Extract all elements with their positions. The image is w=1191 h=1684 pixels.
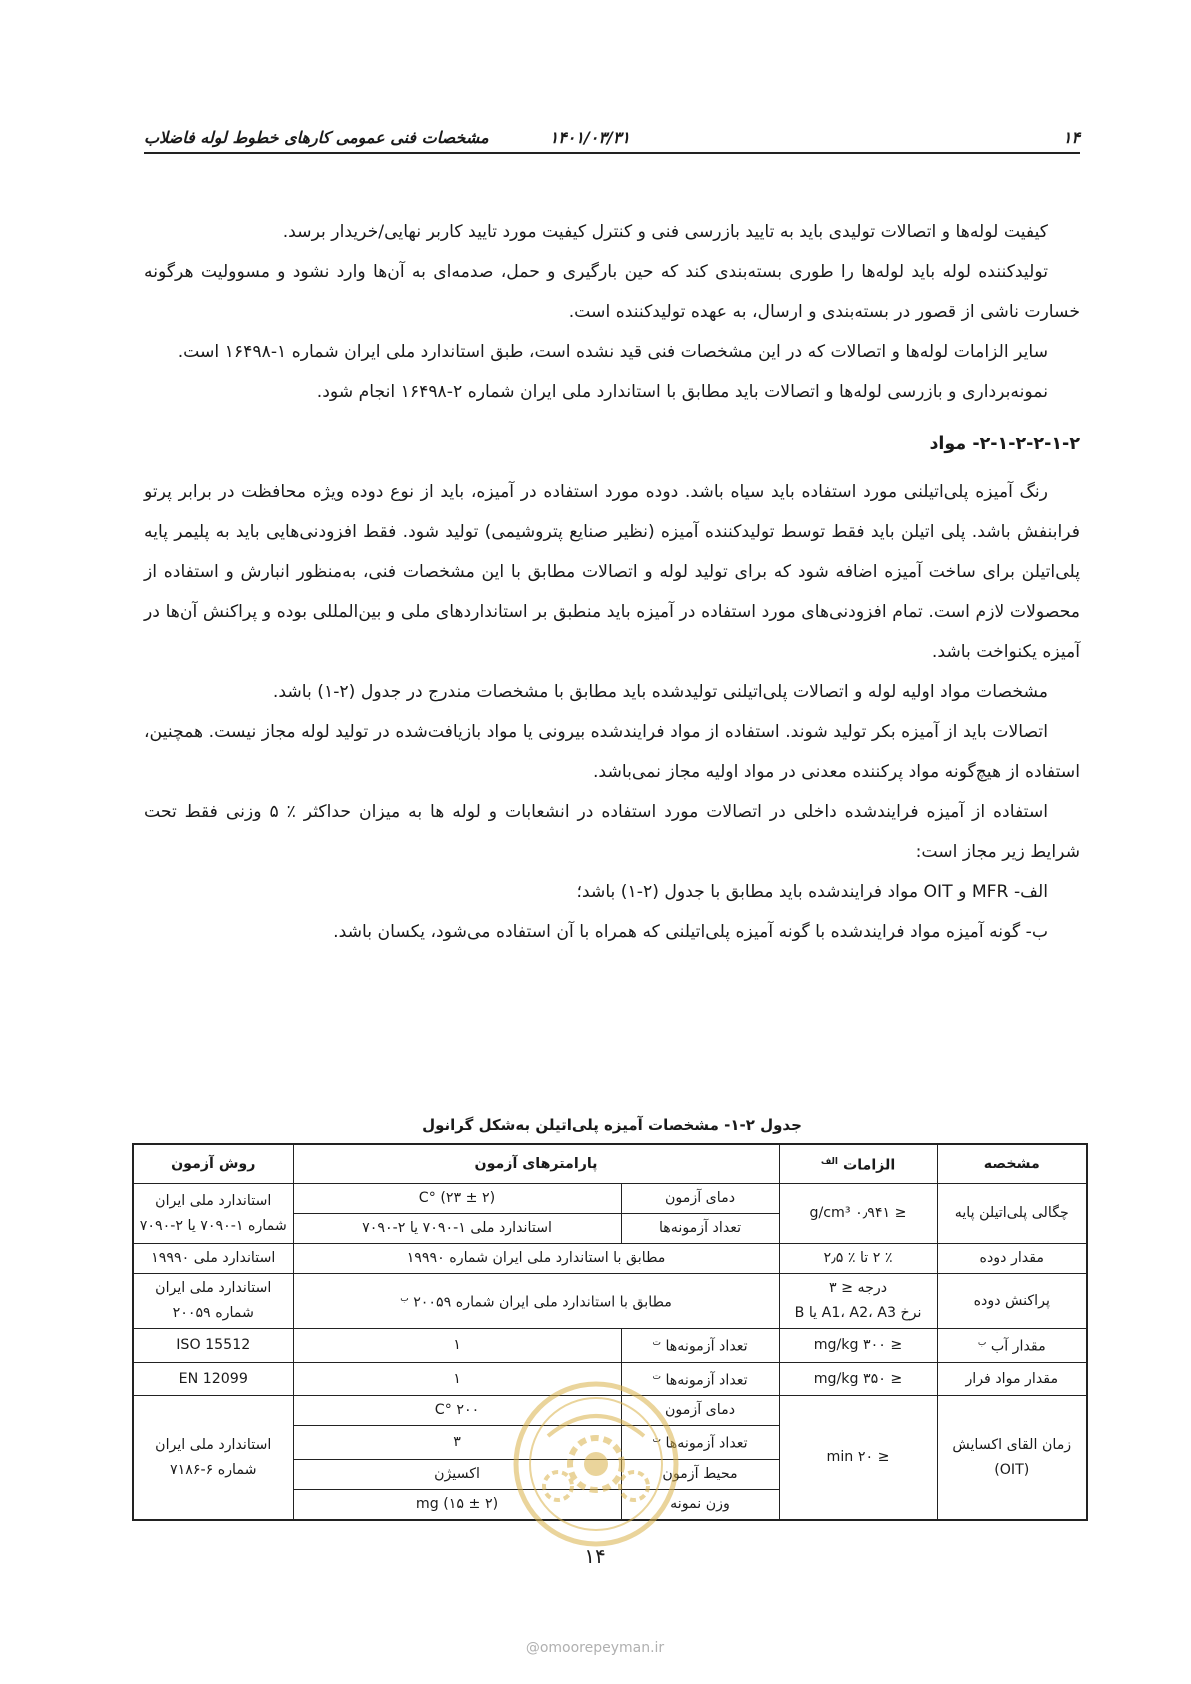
- cell-requirement: ≤ ۳۵۰ mg/kg: [779, 1362, 937, 1396]
- paragraph: مشخصات مواد اولیه لوله و اتصالات پلی‌اتیلنی تولیدشده باید مطابق با مشخصات مندرج در جدول (۲-۱) باشد.: [272, 682, 1048, 702]
- header-requirement: [779, 1144, 937, 1184]
- header-requirement-label: الزامات: [842, 1157, 896, 1174]
- cell-property: زمان القای اکسایش (OIT): [937, 1396, 1087, 1520]
- header-method: روش آزمون: [133, 1144, 293, 1184]
- cell-param-name: دمای آزمون: [621, 1396, 779, 1426]
- cell-param-name: [621, 1329, 779, 1363]
- page-header: [144, 122, 1080, 152]
- list-item: الف- MFR و OIT مواد فرایندشده باید مطابق با جدول (۲-۱) باشد؛: [576, 882, 1048, 902]
- cell-property: مقدار مواد فرار: [937, 1362, 1087, 1396]
- footnote-marker: ت: [652, 1435, 661, 1446]
- cell-method: EN 12099: [133, 1362, 293, 1396]
- footnote-marker: ت: [652, 1338, 661, 1348]
- table-row: [133, 1274, 1087, 1329]
- cell-param: مطابق با استاندارد ملی ایران شماره ۱۹۹۹۰: [293, 1244, 779, 1274]
- header-property: مشخصه: [937, 1144, 1087, 1184]
- cell-param-value: ۱: [293, 1362, 621, 1396]
- cell-property: چگالی پلی‌اتیلن پایه: [937, 1184, 1087, 1244]
- footer-watermark: @omoorepeyman.ir: [525, 1640, 665, 1656]
- cell-requirement: ≤ ۳۰۰ mg/kg: [779, 1329, 937, 1363]
- footnote-marker: ب: [400, 1293, 409, 1304]
- paragraph: کیفیت لوله‌ها و اتصالات تولیدی باید به تایید بازرسی فنی و کنترل کیفیت مورد تایید کاربر نهایی/خریدار برسد.: [282, 222, 1048, 242]
- table-row: [133, 1244, 1087, 1274]
- param-text: مطابق با استاندارد ملی ایران شماره ۲۰۰۵۹: [413, 1294, 672, 1311]
- cell-param-value: ۲۰۰ °C: [293, 1396, 621, 1426]
- header-page-number: ۱۴: [1062, 128, 1080, 147]
- param-name-text: تعداد آزمونه‌ها: [665, 1436, 748, 1453]
- footnote-marker: ب: [977, 1338, 987, 1348]
- cell-property: پراکنش دوده: [937, 1274, 1087, 1329]
- requirement-line: نرخ A1، A2، A3 یا B: [794, 1305, 922, 1321]
- seal-logo-icon: [508, 1376, 684, 1552]
- cell-param-name: دمای آزمون: [621, 1184, 779, 1214]
- header-parameters: پارامترهای آزمون: [293, 1144, 779, 1184]
- cell-method: ISO 15512: [133, 1329, 293, 1363]
- table-header-row: [133, 1144, 1087, 1184]
- paragraph: سایر الزامات لوله‌ها و اتصالات که در این مشخصات فنی قید نشده است، طبق استاندارد ملی ایران شماره ۱-۱۶۴۹۸ است.: [177, 342, 1048, 362]
- paragraph: تولیدکننده لوله باید لوله‌ها را طوری بسته‌بندی کند که حین بارگیری و حمل، صدمه‌ای به آن‌ها وارد نشود و مسوولیت هرگونه خسارت ناشی از قصور در بسته‌بندی و ارسال، به عهده تولیدکننده است.: [144, 262, 1080, 322]
- paragraph: رنگ آمیزه پلی‌اتیلنی مورد استفاده باید سیاه باشد. دوده مورد استفاده در آمیزه، باید از نوع دوده ویژه محافظت در برابر پرتو فرابنفش باشد. پلی اتیلن باید فقط توسط تولیدکننده آمیزه (نظیر صنایع پتروشیمی) تولید شود. فقط افزودنی‌هایی باید به پلیمر پایه پلی‌اتیلن برای ساخت آمیزه اضافه شود که برای تولید لوله و اتصالات مطابق با این مشخصات فنی، به‌منظور انبارش و استفاده از محصولات لازم است. تمام افزودنی‌های مورد استفاده در آمیزه باید منطبق بر استانداردهای ملی و بین‌المللی بوده و پراکنش آن‌ها در آمیزه یکنواخت باشد.: [144, 482, 1080, 662]
- table-row: [133, 1329, 1087, 1363]
- header-date: ۱۴۰۱/۰۳/۳۱: [549, 128, 630, 147]
- cell-requirement: ≤ ۲۰ min: [779, 1396, 937, 1520]
- header-divider: [144, 152, 1080, 154]
- cell-requirement: [779, 1274, 937, 1329]
- param-name-text: تعداد آزمونه‌ها: [665, 1372, 748, 1389]
- cell-param: [293, 1274, 779, 1329]
- cell-property: مقدار دوده: [937, 1244, 1087, 1274]
- cell-requirement: ≤ ۰٫۹۴۱ g/cm³: [779, 1184, 937, 1244]
- requirement-line: درجه ≤ ۳: [828, 1280, 888, 1296]
- table-caption: جدول ۲-۱- مشخصات آمیزه پلی‌اتیلن به‌شکل گرانول: [422, 1116, 802, 1134]
- cell-param-value: (۲ ± ۲۳) °C: [293, 1184, 621, 1214]
- cell-param-name: محیط آزمون: [621, 1460, 779, 1490]
- cell-param-name: وزن نمونه: [621, 1490, 779, 1521]
- cell-method: استاندارد ملی ایران شماره ۲۰۰۵۹: [133, 1274, 293, 1329]
- paragraph: استفاده از آمیزه فرایندشده داخلی در اتصالات مورد استفاده در انشعابات و لوله ها به میزان حداکثر ٪ ۵ وزنی فقط تحت شرایط زیر مجاز است:: [144, 802, 1080, 862]
- cell-method: استاندارد ملی ۱۹۹۹۰: [133, 1244, 293, 1274]
- paragraph: نمونه‌برداری و بازرسی لوله‌ها و اتصالات باید مطابق با استاندارد ملی ایران شماره ۲-۱۶۴۹۸ انجام شود.: [316, 382, 1048, 402]
- param-name-text: تعداد آزمونه‌ها: [665, 1338, 748, 1355]
- header-title: مشخصات فنی عمومی کارهای خطوط لوله فاضلاب: [144, 128, 489, 147]
- property-text: مقدار آب: [990, 1338, 1046, 1355]
- footnote-marker: ت: [652, 1371, 661, 1382]
- footer-page-number: ۱۴: [584, 1544, 606, 1568]
- cell-param-value: ۱: [293, 1329, 621, 1363]
- cell-param-value: اکسیژن: [293, 1460, 621, 1490]
- cell-param-value: استاندارد ملی ۱-۷۰۹۰ یا ۲-۷۰۹۰: [293, 1214, 621, 1244]
- cell-param-value: ۳: [293, 1426, 621, 1460]
- cell-param-name: تعداد آزمونه‌ها: [621, 1214, 779, 1244]
- cell-method: استاندارد ملی ایران شماره ۶-۷۱۸۶: [133, 1396, 293, 1520]
- section-heading: ۲-۱-۲-۲-۱-۲- مواد: [929, 434, 1080, 454]
- table-row: [133, 1184, 1087, 1214]
- document-body: [144, 212, 1080, 952]
- cell-param-value: (۲ ± ۱۵) mg: [293, 1490, 621, 1521]
- paragraph: اتصالات باید از آمیزه بکر تولید شوند. استفاده از مواد فرایندشده بیرونی یا مواد بازیافت‌شده در تولید لوله مجاز نیست. همچنین، استفاده از هیچ‌گونه مواد پرکننده معدنی در مواد اولیه مجاز نمی‌باشد.: [144, 722, 1080, 782]
- cell-requirement: ٪ ۲ تا ٪ ۲٫۵: [779, 1244, 937, 1274]
- cell-method: استاندارد ملی ایران شماره ۱-۷۰۹۰ یا ۲-۷۰۹۰: [133, 1184, 293, 1244]
- list-item: ب- گونه آمیزه مواد فرایندشده با گونه آمیزه پلی‌اتیلنی که همراه با آن استفاده می‌شود، یکسان باشد.: [333, 922, 1048, 942]
- cell-property: [937, 1329, 1087, 1363]
- footnote-marker: الف: [820, 1156, 838, 1167]
